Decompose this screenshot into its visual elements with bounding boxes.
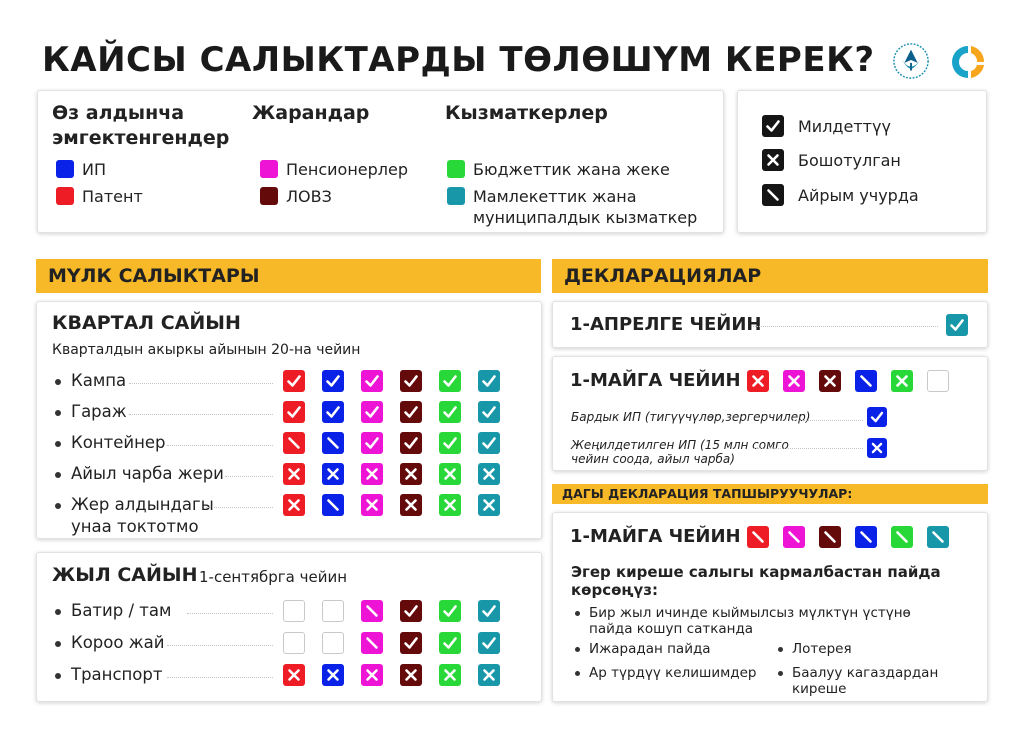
bullet: [55, 379, 61, 385]
slash-icon: [361, 600, 383, 622]
cross-icon: [400, 664, 422, 686]
legend-item-patent: [56, 186, 143, 207]
key-label: Бошотулган: [798, 150, 901, 170]
also-may-label: 1-МАЙГА ЧЕЙИН: [570, 526, 741, 547]
check-icon: [867, 407, 887, 427]
bullet: [55, 641, 61, 647]
also-icons: [747, 526, 963, 548]
legend-item-ip: [56, 159, 106, 180]
dotted-leader: [167, 645, 273, 646]
may-card: [552, 356, 988, 471]
declarations-header: ДЕКЛАРАЦИЯЛАР: [552, 259, 988, 293]
check-icon: [361, 401, 383, 423]
check-icon: [400, 432, 422, 454]
cross-icon: [891, 370, 913, 392]
check-icon: [283, 401, 305, 423]
row-label: Контейнер: [71, 433, 166, 452]
cross-icon: [283, 494, 305, 516]
april-label: 1-АПРЕЛГЕ ЧЕЙИН: [570, 314, 762, 335]
cross-icon: [867, 438, 887, 458]
legend-item-pensioners: [260, 159, 408, 180]
cross-icon: [783, 370, 805, 392]
slash-icon: [762, 184, 784, 206]
quarterly-title: КВАРТАЛ САЙЫН: [52, 312, 241, 334]
empty-box-icon: [283, 632, 305, 654]
list-item-text: Бир жыл ичинде кыймылсыз мүлктүн үстүнө пайда кошуп сатканда: [589, 605, 911, 637]
check-icon: [283, 370, 305, 392]
legend-label: Мамлекеттик жана муниципалдык кызматкер: [473, 187, 698, 227]
list-item-text: Лотерея: [792, 641, 852, 657]
legend-item-lovz: [260, 186, 332, 207]
key-label: Милдеттүү: [798, 116, 891, 136]
dotted-leader: [225, 476, 273, 477]
check-icon: [439, 401, 461, 423]
bullet: [55, 673, 61, 679]
bullet: [575, 671, 580, 676]
table-row: [37, 600, 543, 626]
also-heading: Эгер киреше салыгы кармалбастан пайда көрсөңүз:: [571, 563, 941, 599]
check-icon: [439, 632, 461, 654]
check-icon: [439, 600, 461, 622]
also-card: [552, 512, 988, 702]
legend-card: [37, 90, 724, 233]
dotted-leader: [167, 677, 273, 678]
key-card: [737, 90, 987, 233]
row-icons: [283, 463, 517, 485]
slash-icon: [283, 432, 305, 454]
check-icon: [439, 370, 461, 392]
legend-label: ИП: [82, 160, 106, 179]
check-icon: [478, 370, 500, 392]
check-icon: [400, 600, 422, 622]
slash-icon: [855, 526, 877, 548]
slash-icon: [927, 526, 949, 548]
slash-icon: [361, 632, 383, 654]
row-label: Транспорт: [71, 665, 163, 684]
bullet: [55, 609, 61, 615]
row-label: Жер алдындагы унаа токтотмо: [71, 495, 214, 536]
cross-icon: [361, 463, 383, 485]
quarterly-card: [36, 301, 542, 539]
bullet: [55, 503, 61, 509]
row-label: Короо жай: [71, 633, 165, 652]
row-label: Кампа: [71, 371, 127, 390]
check-icon: [361, 432, 383, 454]
empty-box-icon: [927, 370, 949, 392]
legend-label: Бюджеттик жана жеке: [473, 160, 670, 179]
empty-box-icon: [322, 600, 344, 622]
magenta-swatch: [260, 160, 278, 178]
check-icon: [322, 370, 344, 392]
bullet: [575, 611, 580, 616]
cross-icon: [400, 463, 422, 485]
may-label: 1-МАЙГА ЧЕЙИН: [570, 370, 741, 391]
row-label: Гараж: [71, 402, 127, 421]
empty-box-icon: [283, 600, 305, 622]
property-taxes-header: МҮЛК САЛЫКТАРЫ: [36, 259, 541, 293]
page-title: КАЙСЫ САЛЫКТАРДЫ ТӨЛӨШҮМ КЕРЕК?: [42, 40, 875, 80]
legend-label: Патент: [82, 187, 143, 206]
cross-icon: [439, 494, 461, 516]
check-icon: [478, 401, 500, 423]
may-sub-label-simplified-ip: Жеңилдетилген ИП (15 млн сомго чейин соода, айыл чарба): [571, 438, 789, 466]
dotted-leader: [753, 326, 938, 327]
check-icon: [400, 401, 422, 423]
may-sub-label-all-ip: Бардык ИП (тигүүчүлөр,зергерчилер): [571, 410, 811, 424]
legend-label: Пенсионерлер: [286, 160, 409, 179]
check-icon: [400, 632, 422, 654]
cross-icon: [478, 494, 500, 516]
check-icon: [478, 600, 500, 622]
quarterly-subtitle: Кварталдын акыркы айынын 20-на чейин: [52, 342, 361, 358]
check-icon: [946, 314, 968, 336]
table-row: [37, 370, 543, 396]
table-row: [37, 463, 543, 489]
table-row: [37, 664, 543, 690]
list-item-text: Ижарадан пайда: [589, 641, 711, 657]
dotted-leader: [129, 414, 273, 415]
cross-icon: [361, 494, 383, 516]
bullet: [778, 671, 783, 676]
yearly-title: ЖЫЛ САЙЫН: [52, 564, 198, 586]
row-icons: [283, 600, 517, 622]
key-mandatory: [762, 115, 891, 137]
table-row: [37, 494, 543, 536]
check-icon: [361, 370, 383, 392]
bullet: [55, 441, 61, 447]
tax-service-emblem-logo: [892, 42, 930, 80]
slash-icon: [322, 432, 344, 454]
key-label: Айрым учурда: [798, 185, 919, 205]
bullet: [575, 647, 580, 652]
slash-icon: [819, 526, 841, 548]
row-icons: [283, 401, 517, 423]
slash-icon: [891, 526, 913, 548]
table-row: [37, 632, 543, 658]
also-declarants-header: ДАГЫ ДЕКЛАРАЦИЯ ТАПШЫРУУЧУЛАР:: [552, 484, 988, 504]
empty-box-icon: [322, 632, 344, 654]
row-icons: [283, 632, 517, 654]
row-icons: [283, 664, 517, 686]
dotted-leader: [129, 383, 273, 384]
dotted-leader: [167, 445, 273, 446]
row-label: Батир / там: [71, 601, 172, 620]
may-icons: [747, 370, 963, 392]
cross-icon: [747, 370, 769, 392]
yearly-subtitle: 1-сентябрга чейин: [199, 568, 348, 586]
slash-icon: [322, 494, 344, 516]
cross-icon: [283, 664, 305, 686]
blue-swatch: [56, 160, 74, 178]
check-icon: [762, 115, 784, 137]
dotted-leader: [753, 448, 863, 449]
list-item-text: Баалуу кагаздардан киреше: [792, 665, 939, 697]
check-icon: [322, 401, 344, 423]
bullet: [55, 410, 61, 416]
legend-heading-citizens: Жарандар: [252, 102, 370, 124]
yearly-card: [36, 552, 542, 702]
slash-icon: [783, 526, 805, 548]
maroon-swatch: [260, 187, 278, 205]
cross-icon: [361, 664, 383, 686]
cross-icon: [439, 664, 461, 686]
dotted-leader: [187, 613, 273, 614]
list-item-text: Ар түрдүү келишимдер: [589, 665, 757, 681]
check-icon: [478, 432, 500, 454]
dotted-leader: [206, 507, 273, 508]
cross-icon: [322, 664, 344, 686]
legend-item-budget: [447, 159, 670, 180]
april-card: [552, 301, 988, 348]
row-label: Айыл чарба жери: [71, 464, 224, 483]
green-swatch: [447, 160, 465, 178]
dotted-leader: [793, 420, 863, 421]
red-swatch: [56, 187, 74, 205]
brand-logo: [946, 40, 990, 84]
teal-swatch: [447, 187, 465, 205]
table-row: [37, 401, 543, 427]
bullet: [55, 472, 61, 478]
slash-icon: [747, 526, 769, 548]
legend-heading-self-employed: Өз алдынча эмгектенгендер: [52, 102, 230, 149]
row-icons: [283, 370, 517, 392]
row-icons: [283, 494, 517, 516]
table-row: [37, 432, 543, 458]
cross-icon: [439, 463, 461, 485]
cross-icon: [478, 664, 500, 686]
cross-icon: [762, 149, 784, 171]
check-icon: [478, 632, 500, 654]
check-icon: [400, 370, 422, 392]
legend-label: ЛОВЗ: [286, 187, 332, 206]
slash-icon: [855, 370, 877, 392]
row-icons: [283, 432, 517, 454]
cross-icon: [819, 370, 841, 392]
key-exempt: [762, 149, 901, 171]
key-some-cases: [762, 184, 919, 206]
legend-heading-employees: Кызматкерлер: [445, 102, 608, 124]
check-icon: [439, 432, 461, 454]
cross-icon: [400, 494, 422, 516]
legend-item-state: [447, 186, 697, 228]
bullet: [778, 647, 783, 652]
cross-icon: [478, 463, 500, 485]
cross-icon: [283, 463, 305, 485]
cross-icon: [322, 463, 344, 485]
